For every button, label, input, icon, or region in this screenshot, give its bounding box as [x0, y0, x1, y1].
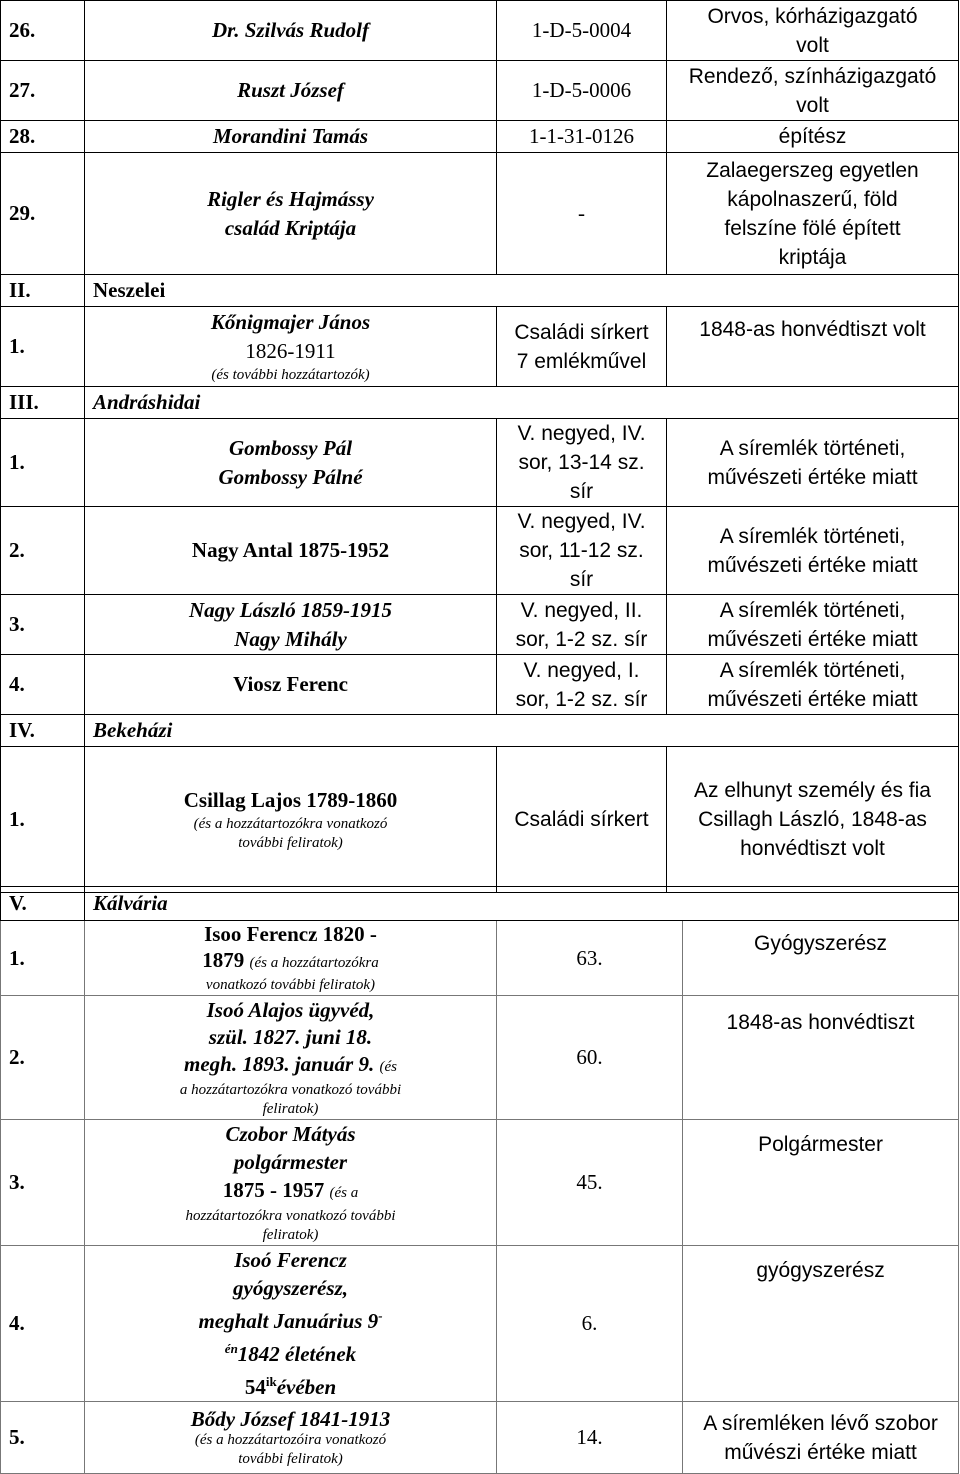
table-row: [1, 419, 959, 507]
name-line: [87, 1051, 494, 1081]
note-line: Az elhunyt személy és fia: [694, 779, 931, 802]
name-part: meghalt Januárius 9: [198, 1309, 379, 1333]
place-line: Családi sírkert: [514, 320, 649, 344]
section-number: V.: [1, 887, 85, 921]
note: [667, 655, 959, 715]
name-line: 1826-1911: [245, 339, 336, 363]
note-line: Zalaegerszeg egyetlen: [706, 158, 919, 182]
note: gyógyszerész: [683, 1246, 959, 1402]
person-name: [85, 1246, 497, 1402]
name-subnote: (és a: [329, 1185, 359, 1201]
row-number: 3.: [1, 595, 85, 655]
place-line: sor, 11-12 sz.: [519, 539, 644, 562]
name-line: [87, 1302, 494, 1335]
place-line: V. negyed, I.: [523, 658, 640, 682]
name-part: 1875 - 1957: [222, 1178, 325, 1202]
name-line: polgármester: [233, 1150, 348, 1174]
note-line: művészeti értéke miatt: [707, 687, 918, 711]
name-subnote: (és további hozzátartozók): [211, 367, 370, 383]
section-title-text: Andráshidai: [93, 390, 201, 414]
section-title: [85, 887, 959, 921]
name-line: szül. 1827. juni 18.: [208, 1024, 373, 1049]
name-line: [87, 1368, 494, 1401]
note: Gyógyszerész: [683, 921, 959, 996]
note-line: volt: [796, 93, 829, 117]
section-row: [1, 387, 959, 419]
row-number: 1.: [1, 419, 85, 507]
person-name: [85, 747, 497, 893]
name-line: [87, 1176, 494, 1207]
person-name: Morandini Tamás: [85, 121, 497, 153]
row-number: 26.: [1, 1, 85, 61]
grave-code: 1-D-5-0006: [497, 61, 667, 121]
row-number: 5.: [1, 1402, 85, 1474]
place-line: sír: [569, 480, 594, 503]
person-name: [85, 1120, 497, 1246]
name-line: Kőnigmajer János: [210, 310, 371, 334]
section-title: [85, 387, 959, 419]
note: Polgármester: [683, 1120, 959, 1246]
name-line: Isoó Alajos ügyvéd,: [206, 997, 375, 1022]
lower-table: [0, 886, 959, 1474]
person-name: Viosz Ferenc: [85, 655, 497, 715]
section-row: [1, 715, 959, 747]
grave-place: [497, 307, 667, 387]
note: [667, 1, 959, 61]
name-subnote: feliratok): [262, 1100, 319, 1117]
name-line: [87, 947, 494, 976]
name-line: Czobor Mátyás: [225, 1122, 356, 1146]
name-line: Isoo Ferencz 1820 -: [204, 922, 377, 946]
name-line: Bődy József 1841-1913: [190, 1406, 391, 1431]
table-row: [1, 153, 959, 275]
name-line: Gombossy Pálné: [218, 464, 363, 489]
note-line: művészeti értéke miatt: [707, 465, 918, 489]
row-number: 2.: [1, 996, 85, 1120]
note-line: A síremlék történeti,: [719, 658, 906, 682]
row-number: 3.: [1, 1120, 85, 1246]
note-line: művészeti értéke miatt: [707, 553, 918, 577]
grave-place: [497, 595, 667, 655]
person-name: [85, 595, 497, 655]
table-row: [1, 121, 959, 153]
note-line: Orvos, kórházigazgató: [707, 4, 918, 28]
name-line: Nagy Mihály: [234, 626, 347, 651]
place-line: sír: [569, 568, 594, 591]
grave-place: [497, 655, 667, 715]
place-line: sor, 1-2 sz. sír: [515, 627, 648, 651]
section-row: [1, 275, 959, 307]
grave-code: -: [497, 153, 667, 275]
person-name: Ruszt József: [85, 61, 497, 121]
table-row: [1, 921, 959, 996]
name-part: megh. 1893. január 9.: [184, 1051, 375, 1076]
note-line: honvédtiszt volt: [740, 837, 885, 860]
table-row: [1, 1402, 959, 1474]
table-row: [1, 655, 959, 715]
place-line: sor, 13-14 sz.: [518, 451, 645, 474]
name-subnote: további feliratok): [238, 835, 343, 851]
row-number: 1.: [1, 307, 85, 387]
grave-number: 63.: [497, 921, 683, 996]
table-row: [1, 1, 959, 61]
note-line: művészi értéke miatt: [724, 1440, 917, 1464]
note: 1848-as honvédtiszt volt: [667, 307, 959, 387]
person-name: [85, 996, 497, 1120]
note-line: művészeti értéke miatt: [707, 627, 918, 651]
name-subnote: vonatkozó további feliratok): [205, 977, 376, 993]
row-number: 1.: [1, 747, 85, 893]
place-line: V. negyed, IV.: [517, 422, 646, 445]
name-part: 1879: [202, 948, 245, 972]
section-title: [85, 275, 959, 307]
note: [667, 61, 959, 121]
section-title-text: Kálvária: [93, 891, 168, 915]
table-row: [1, 595, 959, 655]
note: 1848-as honvédtiszt: [683, 996, 959, 1120]
note-line: felszíne fölé épített: [724, 216, 901, 240]
name-subnote: (és a hozzátartozókra vonatkozó: [193, 816, 388, 832]
grave-number: 14.: [497, 1402, 683, 1474]
name-subnote: (és a hozzátartozóira vonatkozó: [194, 1431, 387, 1448]
person-name: [85, 307, 497, 387]
name-line: Isoó Ferencz: [234, 1248, 347, 1272]
table-row: [1, 747, 959, 893]
table-row: [1, 507, 959, 595]
name-subnote: további feliratok): [238, 1450, 343, 1467]
table-row: [1, 1120, 959, 1246]
person-name: [85, 1402, 497, 1474]
person-name: [85, 921, 497, 996]
note-line: volt: [796, 33, 829, 57]
name-line: gyógyszerész,: [233, 1276, 348, 1300]
place-line: V. negyed, IV.: [517, 510, 646, 533]
row-number: 27.: [1, 61, 85, 121]
place-line: sor, 1-2 sz. sír: [515, 687, 648, 711]
grave-number: 45.: [497, 1120, 683, 1246]
name-part: 54: [244, 1375, 266, 1399]
grave-place: Családi sírkert: [497, 747, 667, 893]
row-number: 2.: [1, 507, 85, 595]
row-number: 29.: [1, 153, 85, 275]
name-line: Gombossy Pál: [228, 435, 353, 460]
grave-number: 60.: [497, 996, 683, 1120]
grave-code: 1-D-5-0004: [497, 1, 667, 61]
note-line: Csillagh László, 1848-as: [698, 808, 927, 831]
note: [683, 1402, 959, 1474]
note: [667, 507, 959, 595]
note: [667, 747, 959, 893]
name-part: 1842 életének: [237, 1342, 357, 1366]
grave-number: 6.: [497, 1246, 683, 1402]
name-subnote: (és a hozzátartozókra: [249, 955, 379, 971]
name-part: évében: [276, 1375, 337, 1399]
name-superscript: -: [378, 1308, 383, 1323]
grave-code: 1-1-31-0126: [497, 121, 667, 153]
note: [667, 595, 959, 655]
table-row: [1, 307, 959, 387]
note-line: A síremlék történeti,: [719, 436, 906, 460]
section-row: [1, 887, 959, 921]
note: építész: [667, 121, 959, 153]
place-line: 7 emlékművel: [516, 349, 647, 373]
grave-place: [497, 419, 667, 507]
name-line: Nagy László 1859-1915: [189, 597, 392, 622]
note: [667, 153, 959, 275]
note-line: Rendező, színházigazgató: [688, 64, 937, 88]
name-line: Rigler és Hajmássy: [207, 186, 374, 211]
grave-place: [497, 507, 667, 595]
row-number: 4.: [1, 1246, 85, 1402]
note: [667, 419, 959, 507]
name-subnote: a hozzátartozókra vonatkozó további: [179, 1081, 402, 1098]
name-superscript: ik: [265, 1374, 277, 1389]
place-line: V. negyed, II.: [520, 598, 643, 622]
table-row: [1, 1246, 959, 1402]
name-subnote: feliratok): [262, 1227, 319, 1243]
name-line: család Kriptája: [224, 215, 357, 240]
person-name: [85, 419, 497, 507]
note-line: A síremlék történeti,: [719, 524, 906, 548]
name-subnote: hozzátartozókra vonatkozó további: [185, 1208, 396, 1224]
person-name: Dr. Szilvás Rudolf: [85, 1, 497, 61]
section-number: II.: [1, 275, 85, 307]
section-title-text: Neszelei: [93, 278, 166, 302]
row-number: 1.: [1, 921, 85, 996]
note-line: kápolnaszerű, föld: [727, 187, 898, 211]
table-row: [1, 61, 959, 121]
note-line: kriptája: [778, 245, 847, 269]
note-line: A síremlék történeti,: [719, 598, 906, 622]
name-subnote: (és: [379, 1058, 397, 1075]
table-row: [1, 996, 959, 1120]
section-title: [85, 715, 959, 747]
row-number: 28.: [1, 121, 85, 153]
section-number: IV.: [1, 715, 85, 747]
name-line: [87, 1335, 494, 1368]
name-line: Csillag Lajos 1789-1860: [183, 788, 398, 812]
note-line: A síremléken lévő szobor: [703, 1411, 938, 1435]
section-number: III.: [1, 387, 85, 419]
person-name: [85, 153, 497, 275]
row-number: 4.: [1, 655, 85, 715]
person-name: Nagy Antal 1875-1952: [85, 507, 497, 595]
section-title-text: Bekeházi: [93, 718, 173, 742]
name-superscript: én: [224, 1341, 238, 1356]
